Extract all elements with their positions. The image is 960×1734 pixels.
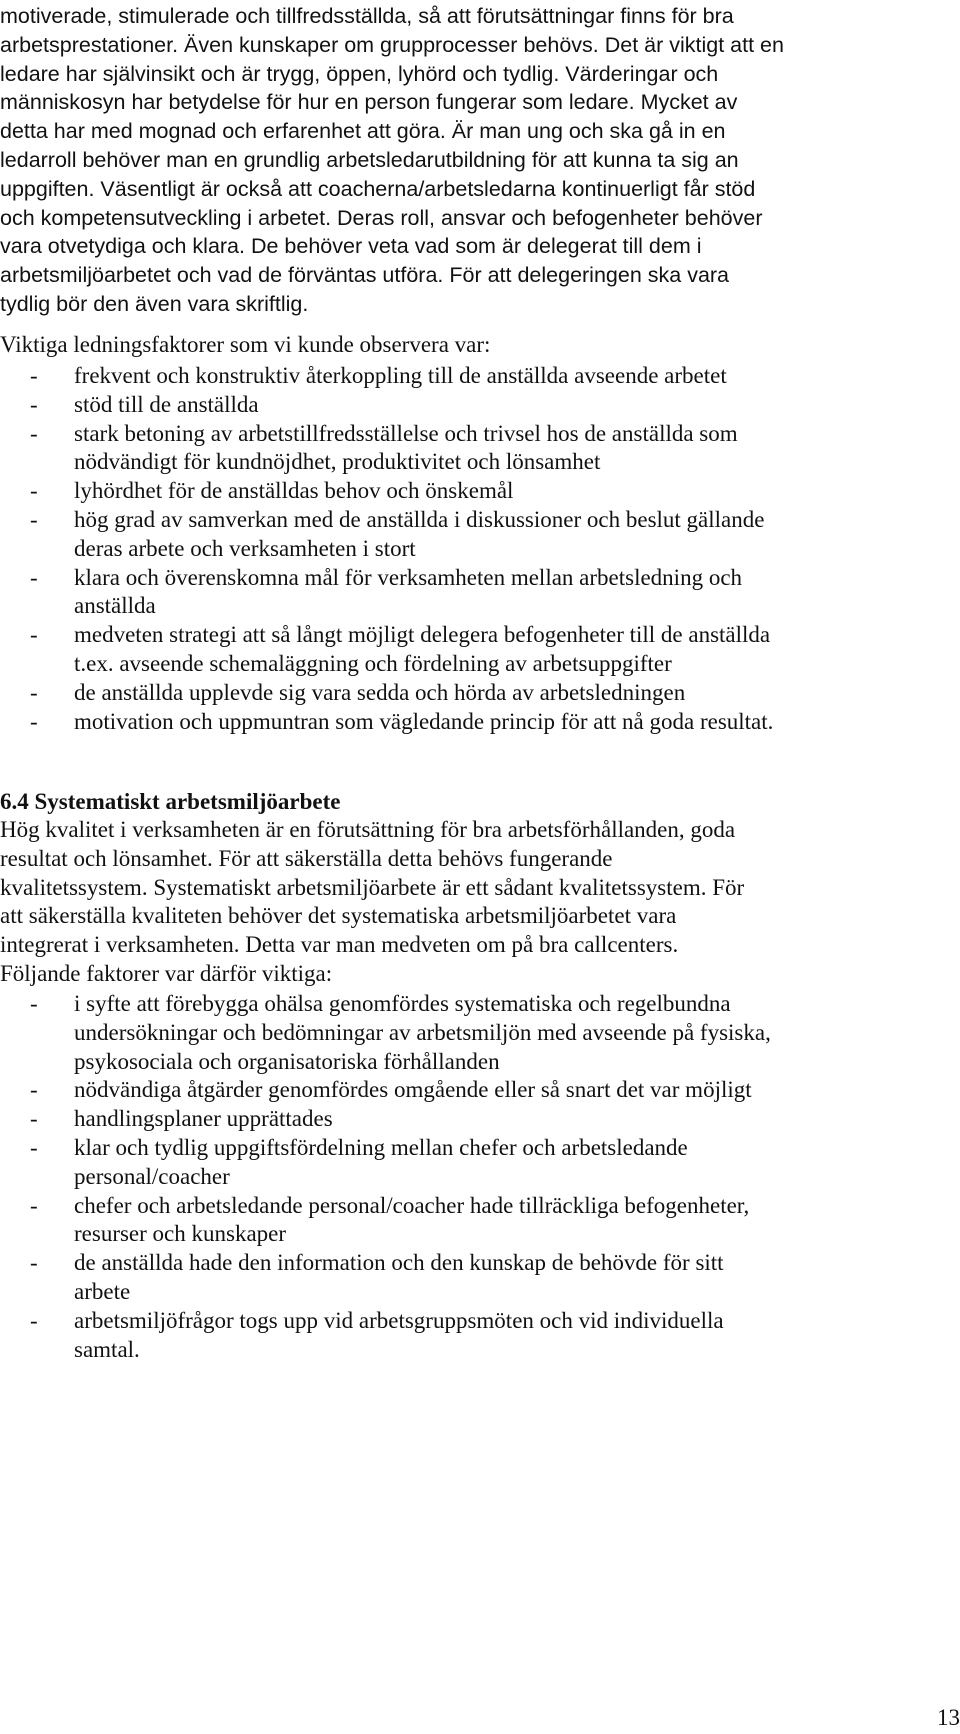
paragraph1-line: motiverade, stimulerade och tillfredsställda, så att förutsättningar finns för bra: [0, 4, 734, 28]
list-bullet: -: [30, 420, 38, 446]
list-item-text: anställda: [74, 593, 156, 619]
paragraph2-line: Hög kvalitet i verksamheten är en förutsättning för bra arbetsförhållanden, goda: [0, 817, 736, 842]
list-item-text: handlingsplaner upprättades: [74, 1106, 333, 1132]
list-item-text: samtal.: [74, 1336, 140, 1362]
list-item-text: resurser och kunskaper: [74, 1221, 287, 1247]
list-item-text: de anställda upplevde sig vara sedda och hörda av arbetsledningen: [74, 679, 686, 705]
paragraph1-line: arbetsmiljöarbetet och vad de förväntas utföra. För att delegeringen ska vara: [0, 263, 730, 288]
list-bullet: -: [30, 478, 38, 504]
list-bullet: -: [30, 363, 38, 388]
paragraph1-line: detta har med mognad och erfarenhet att göra. Är man ung och ska gå in en: [0, 119, 726, 144]
paragraph1-line: vara otvetydiga och klara. De behöver veta vad som är delegerat till dem i: [0, 234, 702, 259]
list-item-text: psykosociala och organisatoriska förhållanden: [74, 1048, 500, 1074]
list-item-text: motivation och uppmuntran som vägledande princip för att nå goda resultat.: [74, 708, 774, 734]
list-item-text: klar och tydlig uppgiftsfördelning mellan chefer och arbetsledande: [74, 1135, 688, 1160]
list-bullet: -: [30, 1106, 38, 1132]
list-item-text: personal/coacher: [74, 1163, 230, 1189]
list-bullet: -: [30, 679, 38, 705]
paragraph1-line: ledare har självinsikt och är trygg, öppen, lyhörd och tydlig. Värderingar och: [0, 61, 719, 86]
list-item-text: hög grad av samverkan med de anställda i diskussioner och beslut gällande: [74, 507, 765, 532]
list-item-text: nödvändigt för kundnöjdhet, produktivitet och lönsamhet: [74, 449, 601, 475]
factors-intro: Viktiga ledningsfaktorer som vi kunde observera var:: [0, 331, 491, 357]
list-bullet: -: [30, 622, 38, 648]
list-item-text: chefer och arbetsledande personal/coacher hade tillräckliga befogenheter,: [74, 1192, 750, 1218]
list-bullet: -: [30, 1250, 38, 1276]
list-item-text: arbete: [74, 1278, 131, 1304]
list-item-text: nödvändiga åtgärder genomfördes omgående eller så snart det var möjligt: [74, 1077, 752, 1103]
paragraph1-line: uppgiften. Väsentligt är också att coacherna/arbetsledarna kontinuerligt får stöd: [0, 176, 756, 201]
paragraph2-line: integrerat i verksamheten. Detta var man medveten om på bra callcenters.: [0, 932, 679, 958]
list-bullet: -: [30, 1135, 38, 1160]
list-item-text: medveten strategi att så långt möjligt delegera befogenheter till de anställda: [74, 622, 771, 648]
list-item-text: stöd till de anställda: [74, 391, 259, 417]
list-bullet: -: [30, 708, 38, 734]
page-number: 13: [937, 1705, 960, 1730]
paragraph2-line: kvalitetssystem. Systematiskt arbetsmiljöarbete är ett sådant kvalitetssystem. För: [0, 874, 745, 900]
list-bullet: -: [30, 564, 38, 590]
list-bullet: -: [30, 1077, 38, 1103]
list-item-text: t.ex. avseende schemaläggning och fördelning av arbetsuppgifter: [74, 650, 672, 676]
list-item-text: i syfte att förebygga ohälsa genomfördes systematiska och regelbundna: [74, 991, 731, 1016]
list-bullet: -: [30, 1307, 38, 1333]
paragraph1-line: tydlig bör den även vara skriftlig.: [0, 292, 309, 316]
list-item-text: undersökningar och bedömningar av arbetsmiljön med avseende på fysiska,: [74, 1019, 771, 1045]
list-item-text: lyhördhet för de anställdas behov och önskemål: [74, 478, 514, 504]
paragraph1-line: människosyn har betydelse för hur en person fungerar som ledare. Mycket av: [0, 90, 738, 115]
section-heading: 6.4 Systematiskt arbetsmiljöarbete: [0, 789, 341, 814]
paragraph1-line: arbetsprestationer. Även kunskaper om grupprocesser behövs. Det är viktigt att en: [0, 32, 784, 57]
list-bullet: -: [30, 991, 38, 1016]
list-bullet: -: [30, 1192, 38, 1218]
paragraph2-line: att säkerställa kvaliteten behöver det systematiska arbetsmiljöarbetet vara: [0, 903, 677, 929]
list-item-text: de anställda hade den information och den kunskap de behövde för sitt: [74, 1250, 724, 1276]
list-item-text: arbetsmiljöfrågor togs upp vid arbetsgruppsmöten och vid individuella: [74, 1307, 724, 1333]
list-item-text: stark betoning av arbetstillfredsställelse och trivsel hos de anställda som: [74, 420, 738, 446]
paragraph1-line: ledarroll behöver man en grundlig arbetsledarutbildning för att kunna ta sig an: [0, 148, 739, 172]
paragraph2-line: Följande faktorer var därför viktiga:: [0, 961, 333, 986]
list-bullet: -: [30, 391, 38, 417]
paragraph2-line: resultat och lönsamhet. För att säkerställa detta behövs fungerande: [0, 845, 613, 871]
list-item-text: frekvent och konstruktiv återkoppling till de anställda avseende arbetet: [74, 363, 727, 388]
list-bullet: -: [30, 507, 38, 532]
list-item-text: deras arbete och verksamheten i stort: [74, 535, 416, 561]
list-item-text: klara och överenskomna mål för verksamheten mellan arbetsledning och: [74, 564, 743, 590]
paragraph1-line: och kompetensutveckling i arbetet. Deras roll, ansvar och befogenheter behöver: [0, 205, 763, 230]
